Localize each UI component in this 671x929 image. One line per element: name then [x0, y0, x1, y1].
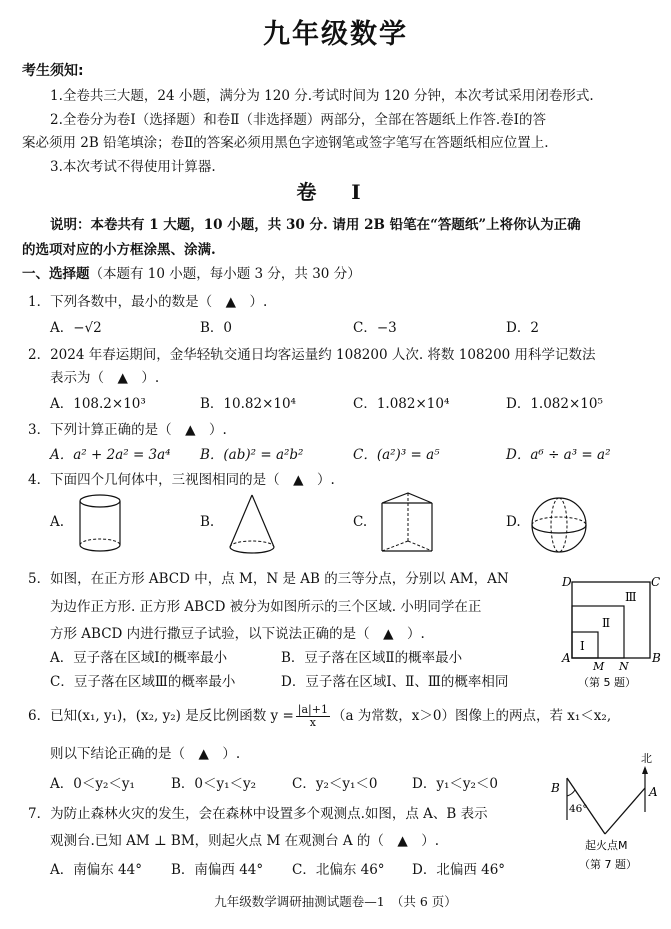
q6-line-1a: 6．已知(x₁, y₁)，(x₂, y₂) 是反比例函数 y = [28, 708, 294, 724]
q1-option-c: C．−3 [353, 320, 397, 336]
q3-option-a: A．a² + 2a² = 3a⁴ [50, 447, 171, 463]
instruction-line-b: 的选项对应的小方框涂黑、涂满. [22, 242, 216, 258]
q4-stem: 4．下面四个几何体中，三视图相同的是（ ▲ ）. [28, 472, 335, 488]
q3-stem: 3．下列计算正确的是（ ▲ ）. [28, 422, 227, 438]
page-title: 九年级数学 [263, 19, 408, 50]
cone-figure [228, 493, 280, 557]
section-title: 卷 Ⅰ [296, 180, 375, 204]
q2-option-a: A．108.2×10³ [50, 396, 146, 412]
q7-north-label: 北 [641, 752, 652, 765]
notice-line-3: 3.本次考试不得使用计算器. [50, 159, 216, 175]
triangular-prism-figure [380, 491, 442, 557]
q3-option-d: D．a⁶ ÷ a³ = a² [506, 447, 611, 463]
q7-option-c: C．北偏东 46° [292, 862, 385, 878]
q1-option-b: B．0 [200, 320, 233, 336]
notice-line-2b: 案必须用 2B 铅笔填涂；卷Ⅱ的答案必须用黑色字迹钢笔或签字笔写在答题纸相应位置上. [22, 135, 549, 151]
notice-line-2a: 2.全卷分为卷Ⅰ（选择题）和卷Ⅱ（非选择题）两部分，全部在答题纸上作答.卷Ⅰ的答 [50, 112, 547, 128]
q6-line-1 [28, 704, 611, 729]
q5-label-n: N [619, 660, 629, 673]
q6-option-b: B．0＜y₁＜y₂ [171, 776, 257, 792]
q7-fire-label: 起火点M [585, 839, 628, 852]
q6-line-1b: （a 为常数，x＞0）图像上的两点，若 x₁＜x₂, [331, 708, 612, 724]
q6-frac-num: |a|+1 [297, 703, 328, 716]
q5-region-1: Ⅰ [580, 639, 585, 653]
q7-caption: （第 7 题） [579, 858, 637, 871]
sphere-figure [530, 496, 590, 556]
notice-line-1: 1.全卷共三大题，24 小题，满分为 120 分.考试时间为 120 分钟，本次考试采用闭卷形式. [50, 88, 594, 104]
q2-stem-a: 2．2024 年春运期间，金华轻轨交通日均客运量约 108200 人次. 将数 108200 用科学记数法 [28, 347, 596, 363]
q5-option-c: C．豆子落在区域Ⅲ的概率最小 [50, 674, 236, 690]
q2-option-c: C．1.082×10⁴ [353, 396, 450, 412]
q5-label-a: A [562, 651, 571, 665]
part-one-note: （本题有 10 小题，每小题 3 分，共 30 分） [89, 266, 361, 282]
q6-fraction [296, 704, 330, 729]
q1-option-d: D．2 [506, 320, 539, 336]
q4-option-c: C. [353, 514, 368, 530]
q5-region-3: Ⅲ [625, 590, 637, 604]
q2-option-b: B．10.82×10⁴ [200, 396, 296, 412]
q5-figure [560, 572, 664, 692]
q5-line-2: 为边作正方形. 正方形 ABCD 被分为如图所示的三个区域. 小明同学在正 [50, 599, 482, 615]
q5-label-b: B [652, 651, 661, 665]
q7-line-2: 观测台.已知 AM ⊥ BM，则起火点 M 在观测台 A 的（ ▲ ）. [50, 833, 440, 849]
cropped-header-line [300, 0, 420, 2]
q5-label-c: C [651, 575, 661, 589]
q7-option-b: B．南偏西 44° [171, 862, 264, 878]
q1-stem: 1．下列各数中，最小的数是（ ▲ ）. [28, 294, 268, 310]
part-one-label: 一、选择题 [22, 266, 90, 282]
q5-line-1: 5．如图，在正方形 ABCD 中，点 M，N 是 AB 的三等分点，分别以 AM，AN [28, 571, 509, 587]
q5-region-2: Ⅱ [602, 616, 611, 630]
cylinder-figure [78, 493, 130, 555]
q7-line-1: 7．为防止森林火灾的发生，会在森林中设置多个观测点.如图，点 A、B 表示 [28, 806, 488, 822]
q6-option-c: C．y₂＜y₁＜0 [292, 776, 378, 792]
part-one-heading [22, 262, 361, 282]
q5-caption: （第 5 题） [578, 676, 636, 689]
q7-figure [545, 752, 663, 884]
q3-option-c: C．(a²)³ = a⁵ [353, 447, 440, 463]
q7-option-a: A．南偏东 44° [50, 862, 142, 878]
instruction-line-a [50, 213, 581, 233]
notice-heading: 考生须知: [22, 63, 84, 79]
q7-label-b: B [551, 781, 560, 795]
instruction-text-a: 本卷共有 1 大题，10 小题，共 30 分. 请用 2B 铅笔在“答题纸”上将你认为正确 [90, 217, 581, 233]
q7-option-d: D．北偏西 46° [412, 862, 506, 878]
q1-option-a: A．−√2 [50, 320, 102, 336]
q2-option-d: D．1.082×10⁵ [506, 396, 603, 412]
q3-option-b: B．(ab)² = a²b² [200, 447, 304, 463]
q4-option-b: B. [200, 514, 215, 530]
q5-option-b: B．豆子落在区域Ⅱ的概率最小 [281, 650, 463, 666]
page-footer: 九年级数学调研抽测试题卷—1 （共 6 页） [214, 894, 457, 909]
q7-angle-label: 46° [569, 803, 588, 815]
q6-line-2: 则以下结论正确的是（ ▲ ）. [50, 746, 241, 762]
q6-option-d: D．y₁＜y₂＜0 [412, 776, 498, 792]
q4-option-a: A. [50, 514, 65, 530]
q4-option-d: D. [506, 514, 521, 530]
q5-label-m: M [593, 660, 605, 673]
q6-option-a: A．0＜y₂＜y₁ [50, 776, 135, 792]
q5-option-d: D．豆子落在区域Ⅰ、Ⅱ、Ⅲ的概率相同 [281, 674, 509, 690]
q5-label-d: D [562, 575, 572, 589]
q2-stem-b: 表示为（ ▲ ）. [50, 370, 160, 386]
q6-frac-den: x [309, 716, 316, 729]
instruction-label: 说明： [50, 217, 91, 233]
q7-label-a: A [649, 785, 658, 799]
q5-line-3: 方形 ABCD 内进行撒豆子试验，以下说法正确的是（ ▲ ）. [50, 626, 425, 642]
q5-option-a: A．豆子落在区域Ⅰ的概率最小 [50, 650, 228, 666]
